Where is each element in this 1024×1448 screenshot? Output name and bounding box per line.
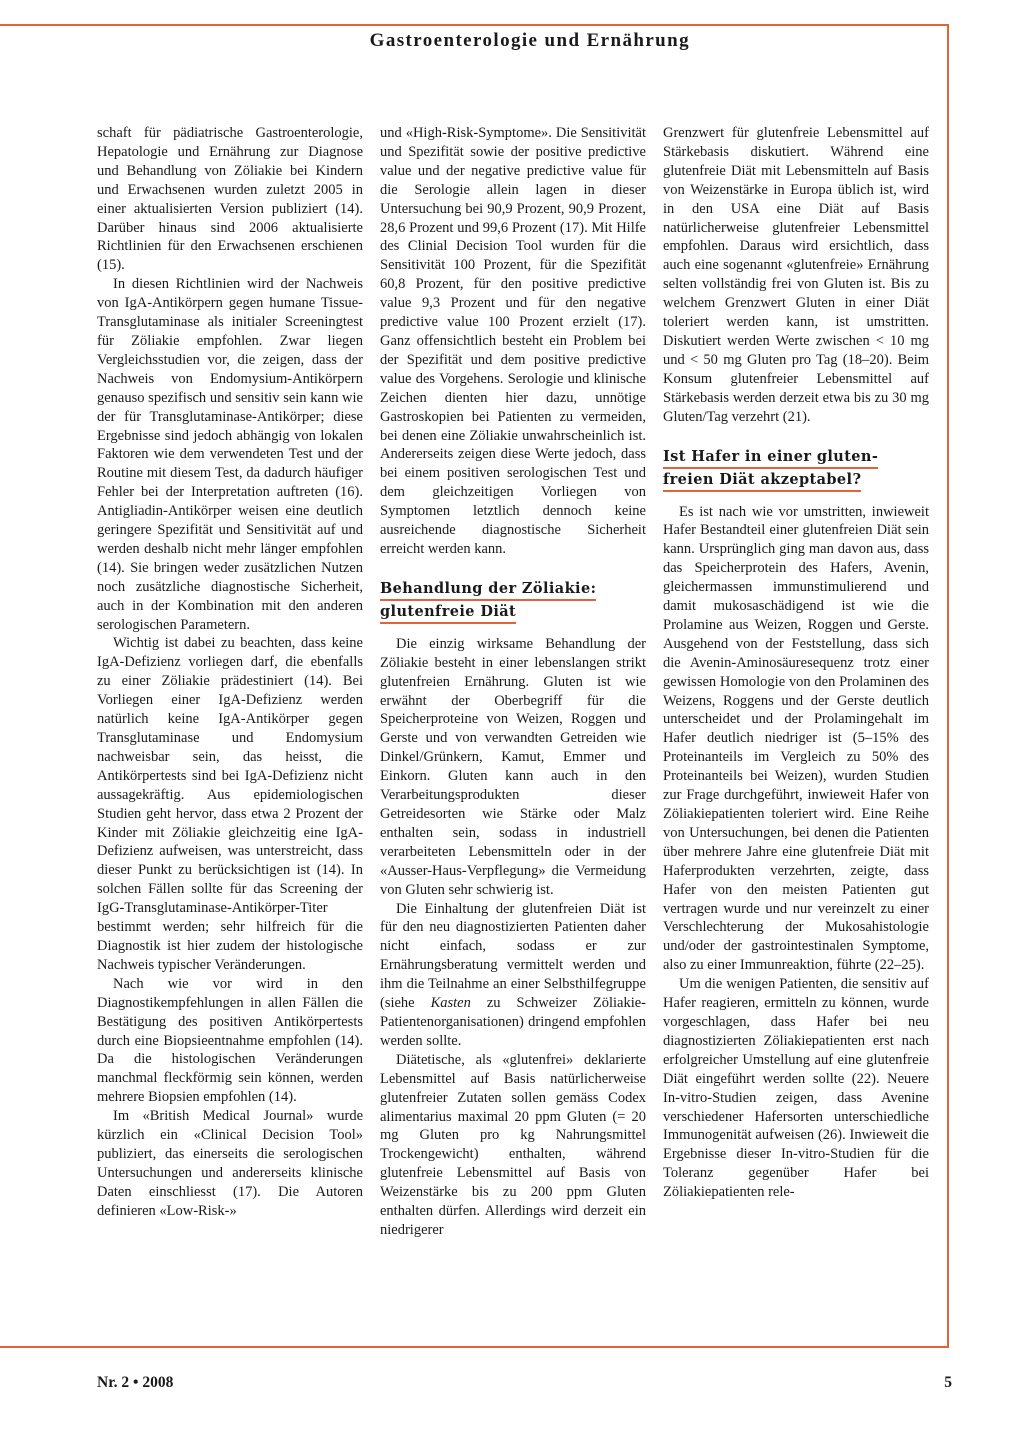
heading-line: glutenfreie Diät	[380, 603, 516, 624]
italic-reference: Kasten	[430, 995, 471, 1012]
paragraph: Wichtig ist dabei zu beachten, dass keine IgA-Defizienz vorliegen darf, die ebenfalls zu einer Zöliakie prädestiniert (14). Bei Vorliegen einer IgA-Defizienz werden natürlich keine IgA-Antikörper gegen Transglutaminase und Endomysium nachweisbar sein, das heisst, die Antikörpertests sind bei IgA-Defizienz nicht aussagekräftig. Aus epidemiologischen Studien geht hervor, dass etwa 2 Prozent der Kinder mit Zöliakie gleichzeitig eine IgA-Defizienz aufweisen, was unterstreicht, dass dieser Punkt zu berücksichtigen ist (14). In solchen Fällen sollte für das Screening der IgG-Transglutaminase-Antikörper-Titer bestimmt werden; sehr hilfreich für die Diagnostik ist hier zudem der histologische Nachweis typischer Veränderungen.	[97, 635, 363, 973]
paragraph: Um die wenigen Patienten, die sensitiv auf Hafer reagieren, ermitteln zu können, wurde vorgeschlagen, dass Hafer bei neu diagnostizierten Zöliakiepatienten erst nach erfolgreicher Umstellung auf eine glutenfreie Diät eingeführt werden sollte (22). Neuere In-vitro-Studien zeigen, dass Avenine verschiedener Hafersorten unterschiedliche Immunogenität aufweisen (26). Inwieweit die Ergebnisse dieser In-vitro-Studien für die Toleranz gegenüber Hafer bei Zöliakiepatienten rele-	[663, 976, 929, 1201]
running-header-title: Gastroenterologie und Ernährung	[369, 30, 690, 51]
paragraph: Diätetische, als «glutenfrei» deklarierte Lebensmittel auf Basis natürlicherweise glutenfreier Zutaten sollen gemäss Codex alimentarius maximal 20 ppm Gluten (= 20 mg Gluten pro kg Nahrungsmittel Trockengewicht) enthalten, während glutenfreie Lebensmittel auf Basis von Weizenstärke bis zu 200 ppm Gluten enthalten dürfen. Allerdings wird derzeit ein niedrigerer	[380, 1051, 646, 1238]
paragraph: In diesen Richtlinien wird der Nachweis von IgA-Antikörpern gegen humane Tissue-Transglutaminase als initialer Screeningtest für Zöliakie empfohlen. Zwar liegen Vergleichsstudien vor, die zeigen, dass der Nachweis von Endomysium-Antikörpern genauso spezifisch und sensitiv sein kann wie der für Transglutaminase-Antikörper; diese Ergebnisse sind jedoch abhängig von lokalen Faktoren wie dem verwendeten Test und der Routine mit diesem Test, da dadurch häufiger Fehler bei der Interpretation auftreten (16). Antigliadin-Antikörper weisen eine deutlich geringere Spezifität und Sensitivität auf und werden deshalb nicht mehr länger empfohlen (14). Sie bringen weder zusätzlichen Nutzen noch zusätzliche diagnostische Sicherheit, auch in der Kombination mit den anderen serologischen Parametern.	[97, 276, 363, 633]
paragraph: und «High-Risk-Symptome». Die Sensitivität und Spezifität sowie der positive predictive value und der negative predictive value für die Serologie allein lagen in dieser Untersuchung bei 90,9 Prozent, 90,9 Prozent, 28,6 Prozent und 99,6 Prozent (17). Mit Hilfe des Clinial Decision Tool wurden für die Sensitivität 100 Prozent, für die Spezifität 60,8 Prozent, für den positive predictive value 9,3 Prozent und für den negative predictive value 100 Prozent erzielt (17). Ganz offensichtlich besteht ein Problem bei der Spezifität und dem positive predictive value des Vorgehens. Serologie und klinische Zeichen dienten hier dazu, unnötige Gastroskopien bei Patienten zu vermeiden, bei denen eine Zöliakie unwahrscheinlich ist. Andererseits zeigen diese Werte jedoch, dass bei einem positiven serologischen Test und dem gleichzeitigen Vorliegen von Symptomen letztlich dennoch keine ausreichende diagnostische Sicherheit erreicht werden kann.	[380, 125, 646, 557]
paragraph: Grenzwert für glutenfreie Lebensmittel auf Stärkebasis diskutiert. Während eine glutenfreie Diät mit Lebensmitteln auf Basis von Weizenstärke in Europa üblich ist, wird in den USA eine Diät auf Basis natürlicherweise glutenfreier Lebensmittel empfohlen. Daraus wird ersichtlich, dass auch eine sogenannt «glutenfreie» Ernährung selten vollständig frei von Gluten ist. Bis zu welchem Grenzwert Gluten in einer Diät toleriert werden kann, ist umstritten. Diskutiert werden Werte zwischen < 10 mg und < 50 mg Gluten pro Tag (18–20). Beim Konsum glutenfreier Lebensmittel auf Stärkebasis werden derzeit etwa bis zu 30 mg Gluten/Tag verzehrt (21).	[663, 125, 929, 425]
text-column-1	[97, 124, 363, 1221]
paragraph: Im «British Medical Journal» wurde kürzlich ein «Clinical Decision Tool» publiziert, das einerseits die serologischen Untersuchungen und andererseits klinische Daten einschliesst (17). Die Autoren definieren «Low-Risk-»	[97, 1108, 363, 1219]
paragraph	[380, 900, 646, 1051]
paragraph: Es ist nach wie vor umstritten, inwieweit Hafer Bestandteil einer glutenfreien Diät sein kann. Ursprünglich ging man davon aus, dass das Speicherprotein des Hafers, Avenin, gleichermassen immunstimulierend und damit mukosaschädigend ist wie die Prolamine aus Weizen, Roggen und Gerste. Ausgehend von der Feststellung, dass sich die Avenin-Aminosäuresequenz trotz einer gewissen Homologie von den Prolaminen des Weizens, Roggens und der Gerste deutlich unterscheidet und der Prolamingehalt im Hafer deutlich niedriger ist (5–15% des Proteinanteils im Vergleich zu 50% des Proteinanteils bei Weizen), wurden Studien zur Frage durchgeführt, inwieweit Hafer von Zöliakiepatienten toleriert wird. Eine Reihe von Untersuchungen, bei denen die Patienten über mehrere Jahre eine glutenfreie Diät mit Haferprodukten verzehrten, zeigte, dass Hafer von den meisten Patienten gut vertragen wurde und nur vereinzelt zu einer Verschlechterung der Mukosahistologie und/oder der gastrointestinalen Symptome, also zu einer Immunreaktion, führte (22–25).	[663, 503, 929, 974]
paragraph: Die einzig wirksame Behandlung der Zöliakie besteht in einer lebenslangen strikt glutenfreien Ernährung. Gluten ist wie erwähnt der Oberbegriff für die Speicherproteine von Weizen, Roggen und Gerste und von verwandten Getreiden wie Dinkel/Grünkern, Kamut, Emmer und Einkorn. Gluten kann auch in den Verarbeitungsprodukten dieser Getreidesorten wie Stärke oder Malz enthalten sein, sodass in industriell verarbeiteten Lebensmitteln oder in der «Ausser-Haus-Verpflegung» die Vermeidung von Gluten sehr schwierig ist.	[380, 635, 646, 898]
heading-line: freien Diät akzeptabel?	[663, 471, 861, 492]
text-column-3	[663, 124, 929, 1202]
text-run: zu Schweizer Zöliakie-Patientenorganisationen) dringend empfohlen werden sollte.	[380, 995, 646, 1049]
section-heading-oats	[663, 445, 929, 491]
heading-line: Behandlung der Zöliakie:	[380, 580, 596, 601]
paragraph: Nach wie vor wird in den Diagnostikempfehlungen in allen Fällen die Bestätigung des positiven Antikörpertests durch eine Biopsieentnahme empfohlen (14). Da die histologischen Veränderungen manchmal fleckförmig sein können, werden mehrere Biopsien empfohlen (14).	[97, 975, 363, 1106]
section-heading-treatment	[380, 577, 646, 623]
text-column-2	[380, 124, 646, 1240]
heading-line: Ist Hafer in einer gluten-	[663, 448, 878, 469]
page-number: 5	[944, 1374, 952, 1391]
text-run: Die Einhaltung der glutenfreien Diät ist für den neu diagnostizierten Patienten daher nicht einfach, sodass er zur Ernährungsberatung vermittelt werden und ihm die Teilnahme an einer Selbsthilfegruppe (siehe	[380, 900, 646, 1012]
paragraph: schaft für pädiatrische Gastroenterologie, Hepatologie und Ernährung zur Diagnose und Behandlung von Zöliakie bei Kindern und Erwachsenen wurden zuletzt 2005 in einer aktualisierten Version publiziert (14). Darüber hinaus sind 2006 aktualisierte Richtlinien für den Erwachsenen erschienen (15).	[97, 125, 363, 274]
issue-info: Nr. 2 • 2008	[97, 1374, 174, 1391]
